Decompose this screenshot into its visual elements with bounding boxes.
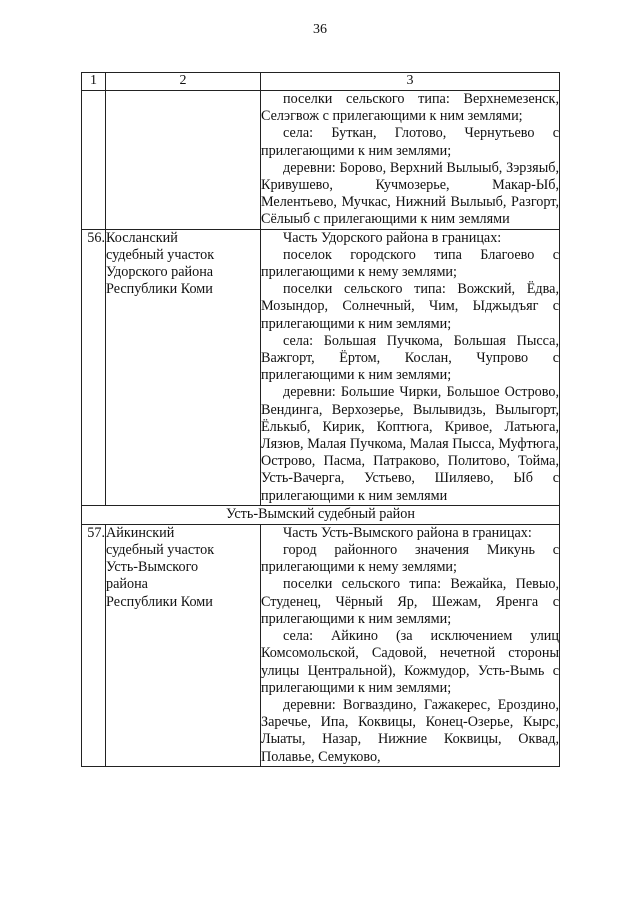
court-name-line: Республики Коми [106, 593, 213, 610]
section-heading: Усть-Вымский судебный район [82, 505, 560, 524]
territory-paragraph: села: Буткан, Глотово, Чернутьево с прилегающими к ним землями; [261, 125, 559, 159]
territory-description [261, 229, 560, 505]
territory-description [261, 91, 560, 230]
court-name-line: судебный участок [106, 542, 215, 559]
territory-paragraph: села: Большая Пучкома, Большая Пысса, Важгорт, Ёртом, Кослан, Чупрово с прилегающими к ним землями; [261, 332, 559, 384]
territory-paragraph: поселок городского типа Благоево с прилегающими к нему землями; [261, 246, 559, 281]
court-name-line: Республики Коми [106, 281, 213, 298]
districts-table [81, 72, 560, 767]
territory-paragraph: поселки сельского типа: Верхнемезенск, Селэгвож с прилегающими к ним землями; [261, 91, 559, 125]
court-name [106, 524, 261, 766]
court-name-line: Айкинский [106, 524, 175, 541]
court-name-line: района [106, 576, 148, 593]
header-col-2: 2 [106, 73, 261, 91]
section-heading-row [82, 505, 560, 524]
court-name-line: Косланский [106, 229, 178, 246]
row-number: 56. [82, 229, 106, 505]
territory-paragraph: поселки сельского типа: Вожский, Ёдва, Мозындор, Солнечный, Чим, Ыджыдъяг с прилегающими к ним землями; [261, 281, 559, 332]
territory-paragraph: деревни: Вогваздино, Гажакерес, Ероздино, Заречье, Ипа, Коквицы, Конец-Озерье, Кырс, Лыаты, Назар, Нижние Коквицы, Оквад, Полавье, Семуково, [261, 696, 559, 765]
territory-paragraph: город районного значения Микунь с прилегающими к нему землями; [261, 542, 559, 576]
table-header-row [82, 73, 560, 91]
territory-paragraph: Часть Усть-Вымского района в границах: [283, 524, 532, 541]
table-row [82, 91, 560, 230]
row-number: 57. [82, 524, 106, 766]
header-col-3: 3 [261, 73, 560, 91]
territory-paragraph: деревни: Борово, Верхний Вылыыб, Зэрзяыб, Кривушево, Кучмозерье, Макар-Ыб, Мелентьево, Мучкас, Нижний Вылыыб, Разгорт, Сёлыыб с прилегающими к ним землями [261, 159, 559, 228]
territory-paragraph: села: Айкино (за исключением улиц Комсомольской, Садовой, нечетной стороны улицы Центральной), Кожмудор, Усть-Вымь с прилегающими к ним землями; [261, 628, 559, 696]
court-name [106, 91, 261, 230]
court-name-line: судебный участок [106, 246, 215, 263]
court-name-line: Усть-Вымского [106, 559, 199, 576]
header-col-1: 1 [82, 73, 106, 91]
territory-description [261, 524, 560, 766]
territory-paragraph: деревни: Большие Чирки, Большое Острово, Вендинга, Верхозерье, Вылывидзь, Вылыгорт, Ёлькыб, Кирик, Коптюга, Кривое, Латьюга, Лязюв, Малая Пучкома, Малая Пысса, Муфтюга, Острово, Пасма, Патраково, Политово, Тойма, Усть-Вачерга, Устьево, Шиляево, Ыб с прилегающими к ним землями [261, 384, 559, 504]
territory-paragraph: Часть Удорского района в границах: [283, 229, 502, 246]
territory-paragraph: поселки сельского типа: Вежайка, Певыо, Студенец, Чёрный Яр, Шежам, Яренга с прилегающими к ним землями; [261, 576, 559, 627]
page-number: 36 [313, 22, 327, 37]
row-number [82, 91, 106, 230]
court-name [106, 229, 261, 505]
court-name-line: Удорского района [106, 264, 214, 281]
table-row [82, 229, 560, 505]
table-row [82, 524, 560, 766]
